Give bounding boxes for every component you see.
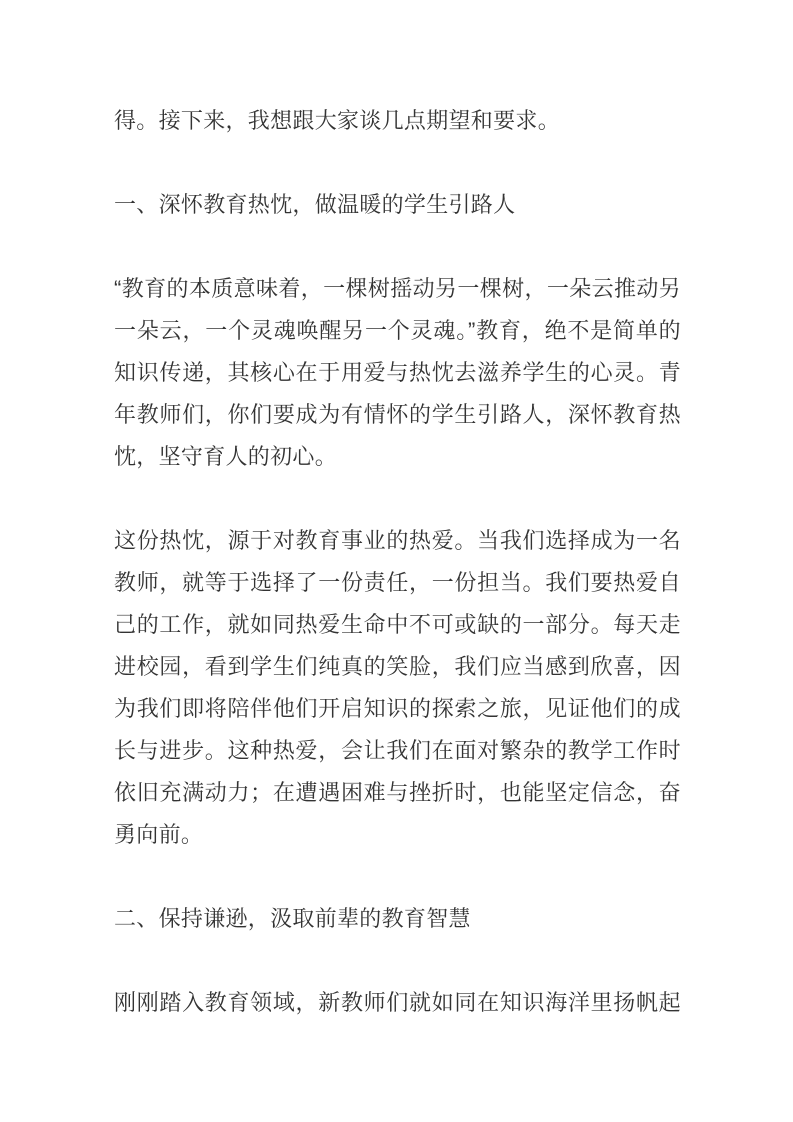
- text-line: 得。接下来，我想跟大家谈几点期望和要求。: [114, 108, 561, 133]
- text-line: 为我们即将陪伴他们开启知识的探索之旅，见证他们的成: [114, 696, 681, 721]
- paragraph: [114, 982, 681, 1024]
- text-line: 知识传递，其核心在于用爱与热忱去滋养学生的心灵。青: [114, 360, 681, 385]
- text-line: 年教师们，你们要成为有情怀的学生引路人，深怀教育热: [114, 402, 681, 427]
- text-line: 忱，坚守育人的初心。: [114, 444, 338, 469]
- text-line: 进校园，看到学生们纯真的笑脸，我们应当感到欣喜，因: [114, 654, 681, 679]
- text-line: “教育的本质意味着，一棵树摇动另一棵树，一朵云推动另: [114, 276, 681, 301]
- section-heading: [114, 898, 681, 940]
- heading-text: 一、深怀教育热忱，做温暖的学生引路人: [114, 192, 516, 217]
- paragraph: [114, 520, 681, 856]
- text-line: 依旧充满动力；在遭遇困难与挫折时，也能坚定信念，奋: [114, 780, 681, 805]
- text-line: 长与进步。这种热爱，会让我们在面对繁杂的教学工作时: [114, 738, 681, 763]
- text-line: 勇向前。: [114, 822, 204, 847]
- paragraph: [114, 268, 681, 478]
- text-line: 一朵云，一个灵魂唤醒另一个灵魂。”教育，绝不是简单的: [114, 318, 681, 343]
- paragraph: [114, 100, 681, 142]
- text-line: 这份热忱，源于对教育事业的热爱。当我们选择成为一名: [114, 528, 681, 553]
- heading-text: 二、保持谦逊，汲取前辈的教育智慧: [114, 906, 471, 931]
- text-line: 刚刚踏入教育领域，新教师们就如同在知识海洋里扬帆起: [114, 990, 681, 1015]
- text-line: 教师，就等于选择了一份责任，一份担当。我们要热爱自: [114, 570, 681, 595]
- text-line: 己的工作，就如同热爱生命中不可或缺的一部分。每天走: [114, 612, 681, 637]
- section-heading: [114, 184, 681, 226]
